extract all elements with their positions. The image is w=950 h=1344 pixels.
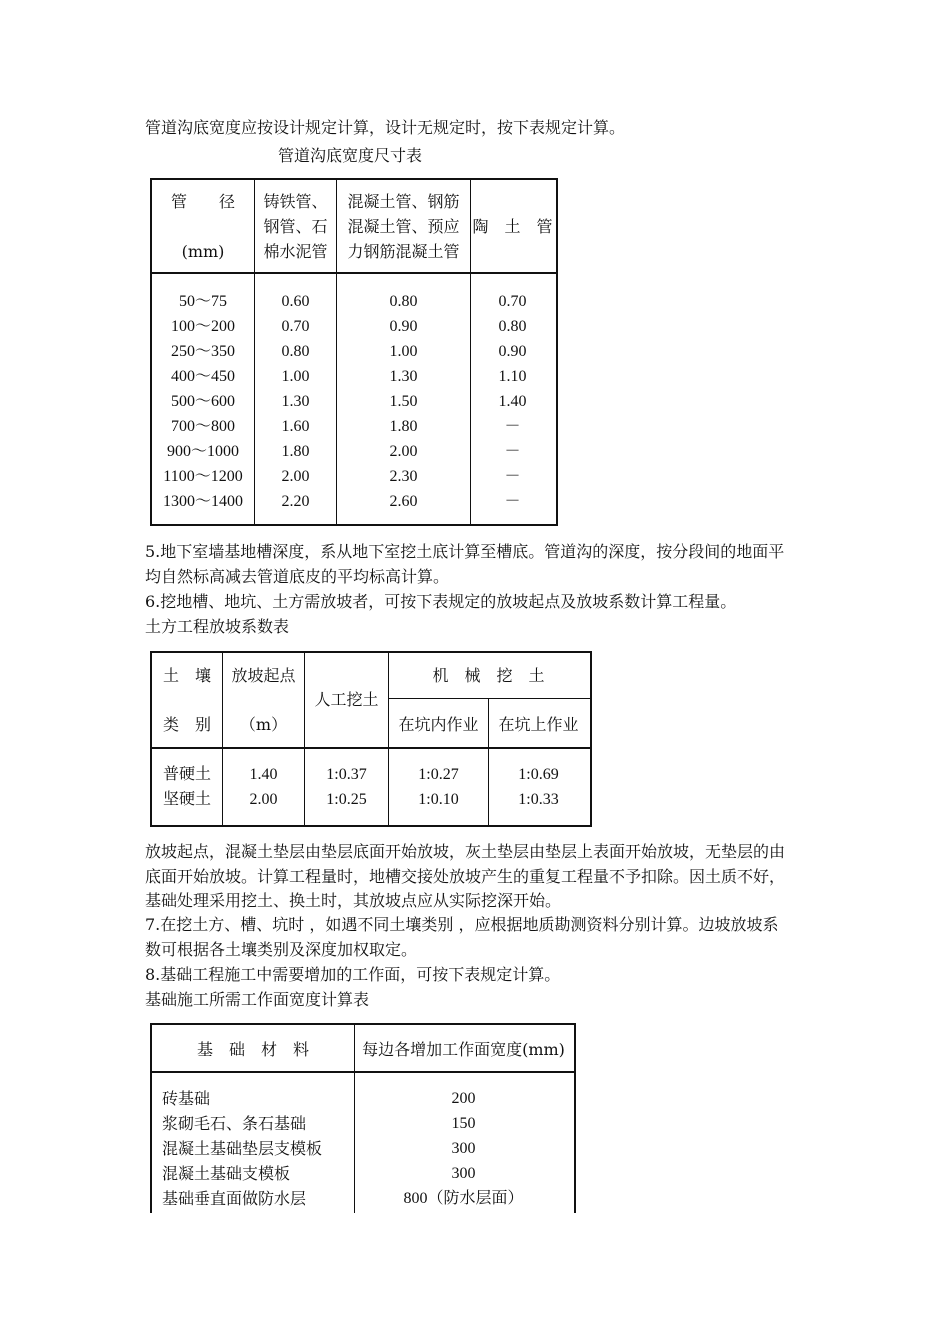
para5-line1: 5.地下室墙基地槽深度，系从地下室挖土底计算至槽底。管道沟的深度，按分段间的地面平 bbox=[145, 542, 785, 561]
working-face-cell-r3-material: 混凝土基础垫层支模板 bbox=[162, 1139, 323, 1158]
working-face-cell-r3-width: 300 bbox=[451, 1140, 476, 1157]
slope-table-cell-r1-c2: 1.40 bbox=[249, 766, 278, 783]
working-face-width-table bbox=[150, 1023, 576, 1213]
header-slope-start-unit: （m） bbox=[239, 715, 288, 734]
pipe-table-cell-r2-c4: 0.80 bbox=[498, 318, 527, 335]
slope-para-line1: 放坡起点，混凝土垫层由垫层底面开始放坡，灰土垫层由垫层上表面开始放坡，无垫层的由 bbox=[145, 842, 786, 861]
header-clay-pipe: 陶 土 管 bbox=[472, 217, 553, 236]
pipe-table-cell-r2-c1: 100～200 bbox=[170, 318, 235, 335]
header-cast-iron-line2: 钢管、石 bbox=[263, 217, 328, 236]
working-face-cell-r2-material: 浆砌毛石、条石基础 bbox=[162, 1114, 307, 1133]
pipe-table-cell-r6-c4: － bbox=[504, 418, 521, 435]
pipe-table-cell-r2-c3: 0.90 bbox=[389, 318, 418, 335]
header-concrete-line2: 混凝土管、预应 bbox=[347, 217, 460, 236]
header-machine-digging: 机 械 挖 土 bbox=[432, 666, 545, 685]
para7-line1: 7.在挖土方、槽、坑时 ，如遇不同土壤类别 ，应根据地质勘测资料分别计算。边坡放坡系 bbox=[145, 915, 779, 934]
pipe-table-cell-r1-c4: 0.70 bbox=[498, 293, 527, 310]
slope-table-cell-r1-c3: 1:0.37 bbox=[326, 766, 367, 783]
pipe-table-cell-r6-c2: 1.60 bbox=[281, 418, 310, 435]
working-face-cell-r1-material: 砖基础 bbox=[162, 1089, 211, 1108]
header-slope-start: 放坡起点 bbox=[231, 666, 296, 685]
pipe-table-cell-r4-c3: 1.30 bbox=[389, 368, 418, 385]
slope-table-cell-r2-c4: 1:0.10 bbox=[418, 791, 459, 808]
header-concrete-line1: 混凝土管、钢筋 bbox=[347, 192, 460, 211]
header-working-face-width: 每边各增加工作面宽度(mm) bbox=[362, 1040, 565, 1059]
intro-text: 管道沟底宽度应按设计规定计算，设计无规定时，按下表规定计算。 bbox=[145, 118, 626, 137]
pipe-table-cell-r8-c2: 2.00 bbox=[281, 468, 310, 485]
header-pipe-diameter-unit: (mm) bbox=[181, 242, 225, 261]
pipe-table-cell-r9-c3: 2.60 bbox=[389, 493, 418, 510]
table2-title: 土方工程放坡系数表 bbox=[145, 617, 290, 636]
slope-table-cell-r1-c4: 1:0.27 bbox=[418, 766, 459, 783]
slope-table-cell-r2-c1: 坚硬土 bbox=[162, 791, 211, 808]
pipe-table-cell-r6-c3: 1.80 bbox=[389, 418, 418, 435]
header-soil-line2: 类 别 bbox=[162, 715, 211, 734]
header-cast-iron-line3: 棉水泥管 bbox=[263, 242, 328, 261]
header-pipe-diameter-line1: 管 径 bbox=[170, 192, 235, 211]
slope-para-line2: 底面开始放坡。计算工程量时，地槽交接处放坡产生的重复工程量不予扣除。因土质不好， bbox=[145, 867, 786, 886]
slope-table-cell-r1-c5: 1:0.69 bbox=[518, 766, 559, 783]
pipe-table-cell-r8-c3: 2.30 bbox=[389, 468, 418, 485]
slope-coefficient-table bbox=[150, 651, 592, 827]
working-face-cell-r4-material: 混凝土基础支模板 bbox=[162, 1164, 291, 1183]
pipe-table-cell-r8-c4: － bbox=[504, 468, 521, 485]
slope-para-line3: 基础处理采用挖土、换土时，其放坡点应从实际挖深开始。 bbox=[145, 891, 562, 910]
pipe-table-cell-r3-c3: 1.00 bbox=[389, 343, 418, 360]
pipe-trench-width-table bbox=[150, 178, 558, 526]
pipe-table-cell-r6-c1: 700～800 bbox=[170, 418, 235, 435]
pipe-table-cell-r9-c1: 1300～1400 bbox=[162, 493, 243, 510]
pipe-table-cell-r1-c3: 0.80 bbox=[389, 293, 418, 310]
pipe-table-cell-r1-c1: 50～75 bbox=[178, 293, 227, 310]
pipe-table-cell-r3-c4: 0.90 bbox=[498, 343, 527, 360]
pipe-table-cell-r5-c1: 500～600 bbox=[170, 393, 235, 410]
header-soil-line1: 土 壤 bbox=[162, 666, 211, 685]
pipe-table-cell-r7-c2: 1.80 bbox=[281, 443, 310, 460]
para6-text: 6.挖地槽、地坑、土方需放坡者，可按下表规定的放坡起点及放坡系数计算工程量。 bbox=[145, 592, 737, 611]
table1-title: 管道沟底宽度尺寸表 bbox=[278, 146, 423, 165]
working-face-cell-r2-width: 150 bbox=[451, 1115, 476, 1132]
pipe-table-cell-r4-c4: 1.10 bbox=[498, 368, 527, 385]
pipe-table-cell-r5-c2: 1.30 bbox=[281, 393, 310, 410]
pipe-table-cell-r3-c1: 250～350 bbox=[170, 343, 235, 360]
pipe-table-cell-r2-c2: 0.70 bbox=[281, 318, 310, 335]
pipe-table-cell-r5-c4: 1.40 bbox=[498, 393, 527, 410]
header-foundation-material: 基 础 材 料 bbox=[196, 1040, 309, 1059]
header-on-pit: 在坑上作业 bbox=[498, 715, 579, 734]
pipe-table-cell-r4-c1: 400～450 bbox=[170, 368, 235, 385]
working-face-cell-r4-width: 300 bbox=[451, 1165, 476, 1182]
slope-table-cell-r2-c2: 2.00 bbox=[249, 791, 278, 808]
pipe-table-cell-r5-c3: 1.50 bbox=[389, 393, 418, 410]
header-in-pit: 在坑内作业 bbox=[398, 715, 479, 734]
pipe-table-cell-r9-c4: － bbox=[504, 493, 521, 510]
working-face-cell-r1-width: 200 bbox=[451, 1090, 476, 1107]
pipe-table-cell-r1-c2: 0.60 bbox=[281, 293, 310, 310]
slope-table-cell-r2-c5: 1:0.33 bbox=[518, 791, 559, 808]
slope-table-cell-r2-c3: 1:0.25 bbox=[326, 791, 367, 808]
pipe-table-cell-r4-c2: 1.00 bbox=[281, 368, 310, 385]
para7-line2: 数可根据各土壤类别及深度加权取定。 bbox=[145, 940, 418, 959]
working-face-cell-r5-material: 基础垂直面做防水层 bbox=[162, 1189, 307, 1208]
working-face-cell-r5-width: 800（防水层面） bbox=[403, 1190, 524, 1207]
header-manual-digging: 人工挖土 bbox=[314, 690, 379, 709]
pipe-table-cell-r9-c2: 2.20 bbox=[281, 493, 310, 510]
table3-title: 基础施工所需工作面宽度计算表 bbox=[145, 990, 370, 1009]
para8-text: 8.基础工程施工中需要增加的工作面，可按下表规定计算。 bbox=[145, 965, 561, 984]
pipe-table-cell-r8-c1: 1100～1200 bbox=[163, 468, 243, 485]
pipe-table-cell-r7-c3: 2.00 bbox=[389, 443, 418, 460]
pipe-table-cell-r3-c2: 0.80 bbox=[281, 343, 310, 360]
pipe-table-cell-r7-c1: 900～1000 bbox=[166, 443, 239, 460]
pipe-table-cell-r7-c4: － bbox=[504, 443, 521, 460]
para5-line2: 均自然标高减去管道底皮的平均标高计算。 bbox=[145, 567, 450, 586]
header-concrete-line3: 力钢筋混凝土管 bbox=[347, 242, 460, 261]
header-cast-iron-line1: 铸铁管、 bbox=[263, 192, 328, 211]
slope-table-cell-r1-c1: 普硬土 bbox=[162, 766, 211, 783]
